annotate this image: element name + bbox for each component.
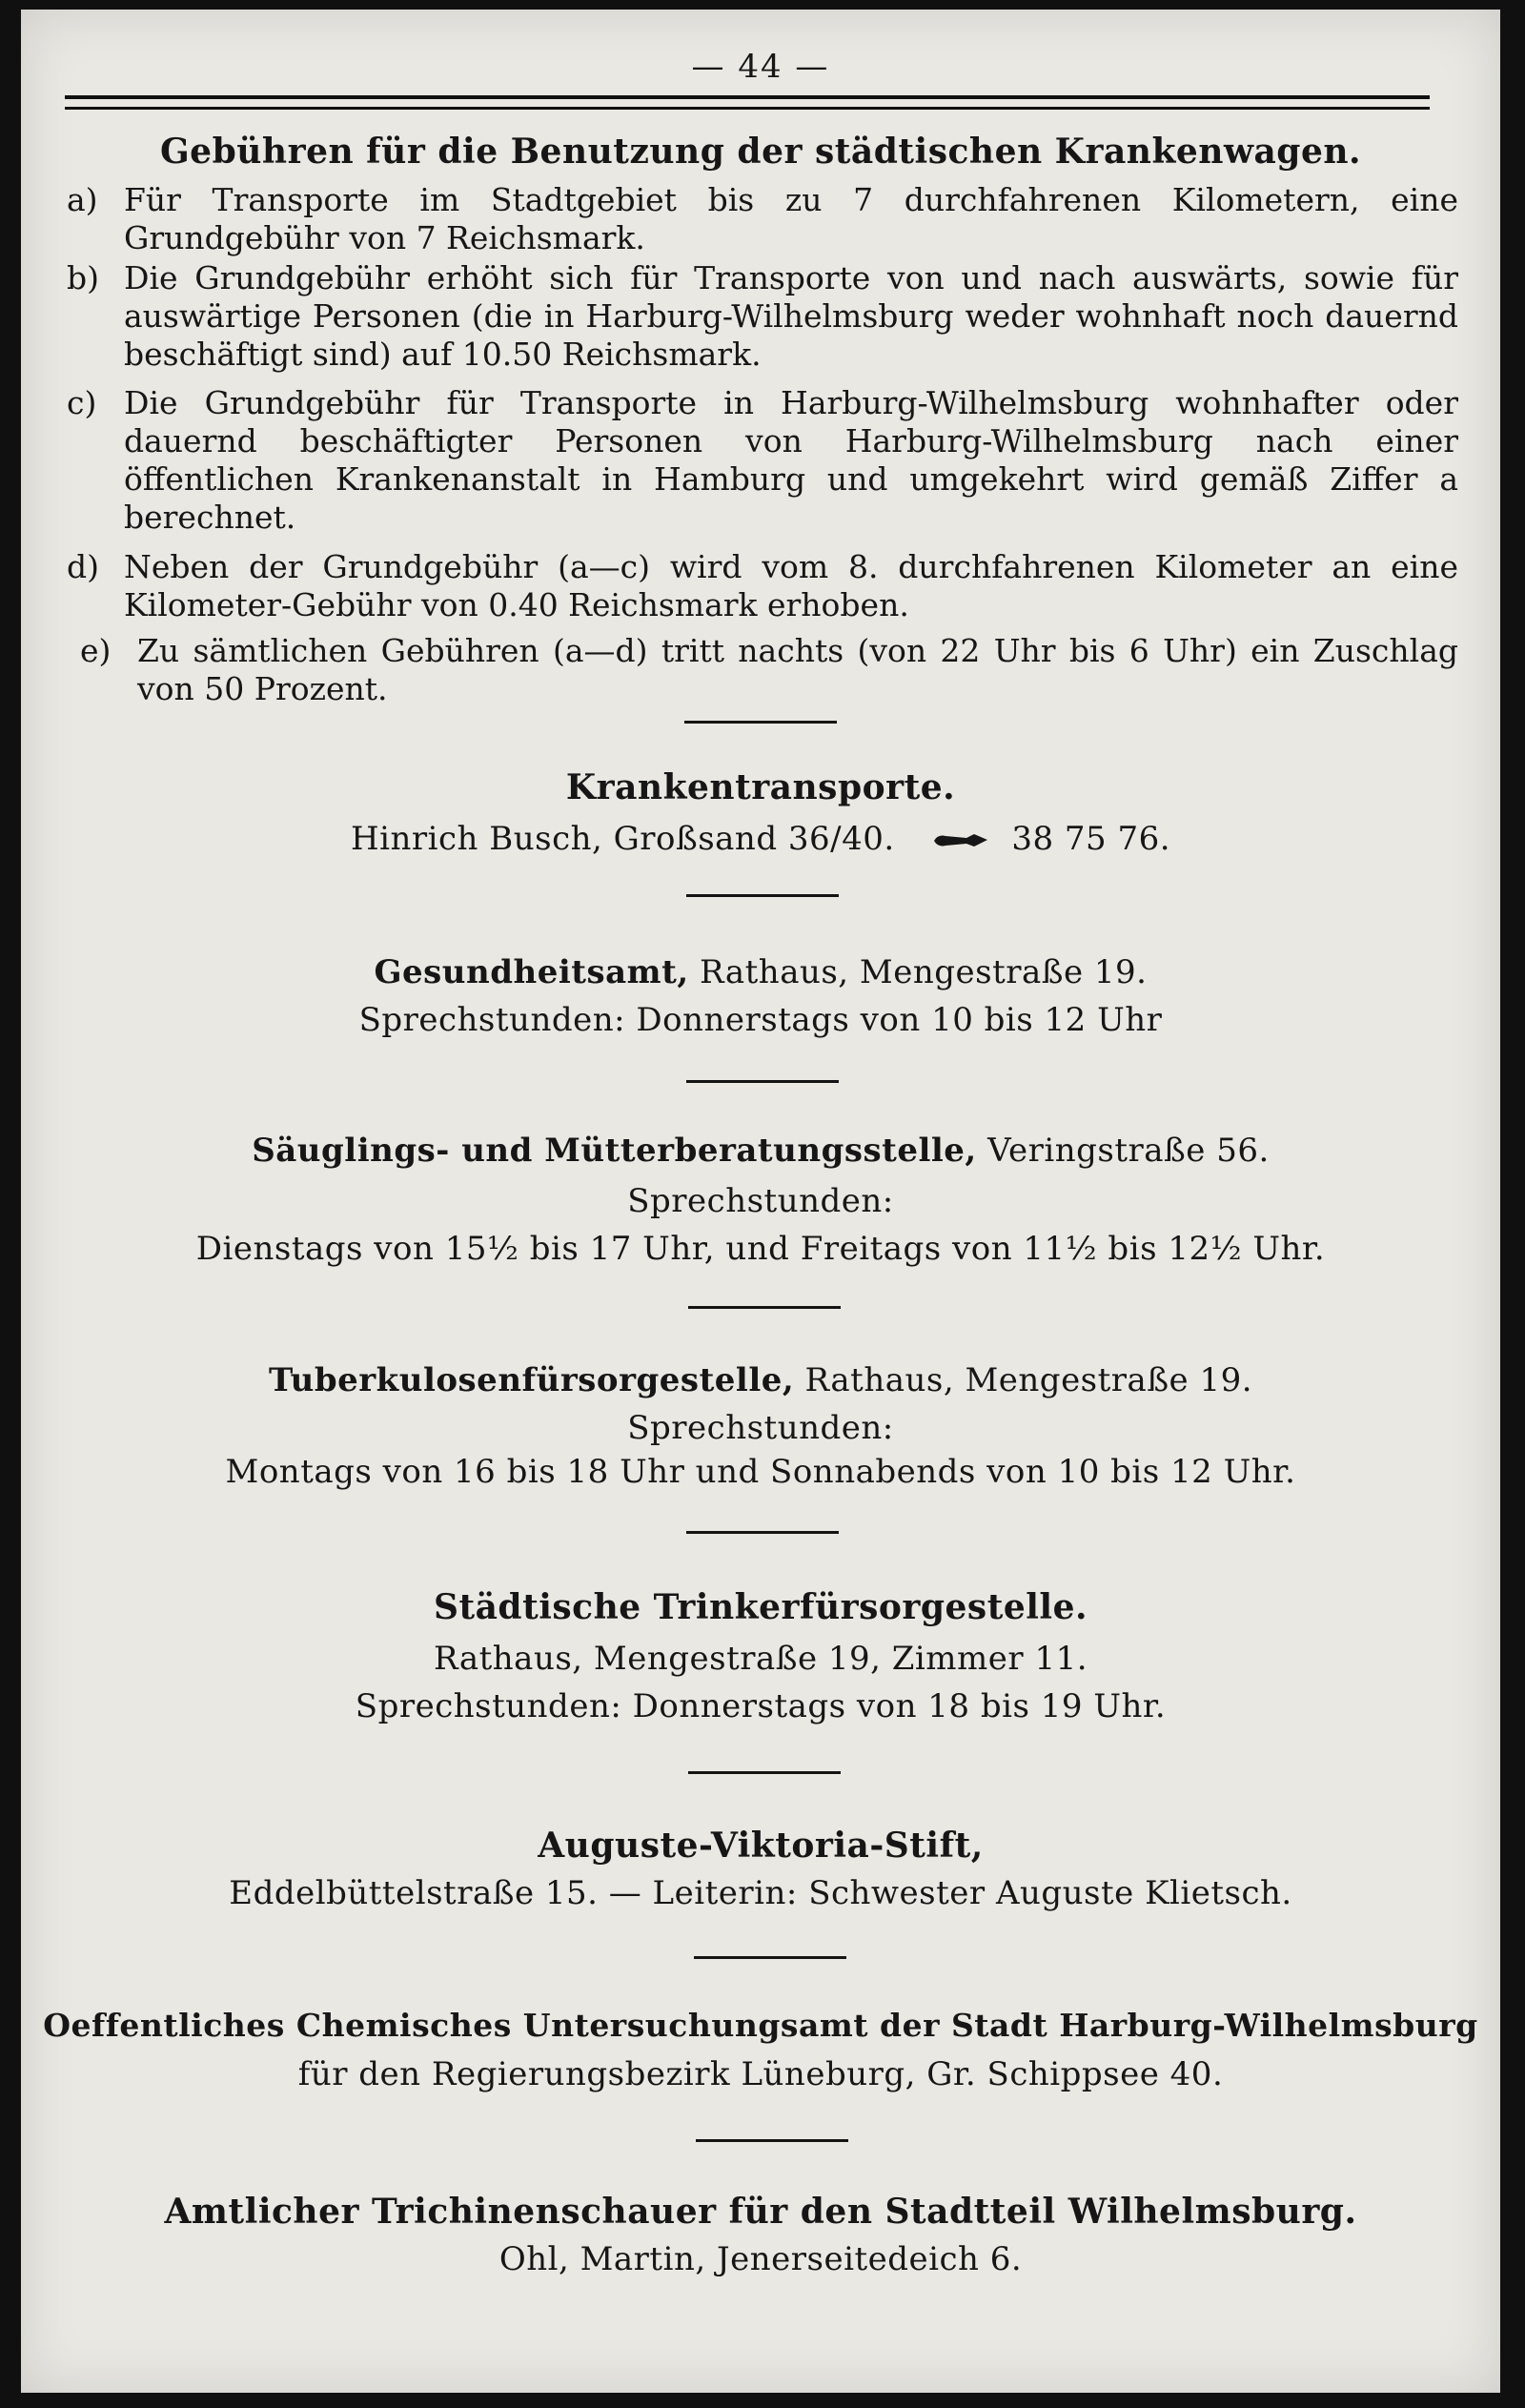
saeuglinge-hours: Dienstags von 15½ bis 17 Uhr, und Freitags von 11½ bis 12½ Uhr. (195, 1230, 1326, 1268)
gebuehren-item-c (67, 384, 1458, 537)
trichinen-title: Amtlicher Trichinenschauer für den Stadtteil Wilhelmsburg. (164, 2192, 1357, 2232)
auguste-line: Eddelbüttelstraße 15. — Leiterin: Schwester Auguste Klietsch. (229, 1874, 1292, 1912)
telephone-hand-icon (932, 832, 989, 849)
section-separator (694, 1956, 846, 1959)
krankentransporte-address: Hinrich Busch, Großsand 36/40. (350, 820, 895, 858)
document-page (21, 10, 1500, 2393)
gebuehren-title: Gebühren für die Benutzung der städtischen Krankenwagen. (159, 132, 1362, 172)
gesundheitsamt-line (21, 953, 1500, 991)
saeuglinge-address: Veringstraße 56. (976, 1132, 1270, 1170)
page-number: — 44 — (691, 48, 830, 86)
header-double-rule (65, 95, 1430, 110)
item-label: e) (80, 632, 112, 669)
item-text: Für Transporte im Stadtgebiet bis zu 7 durchfahrenen Kilometern, eine Grundgebühr von 7 Reichsmark. (124, 181, 1458, 256)
tuberkulose-hours: Montags von 16 bis 18 Uhr und Sonnabends von 10 bis 12 Uhr. (225, 1453, 1296, 1491)
item-label: b) (67, 259, 99, 296)
trinker-title: Städtische Trinkerfürsorgestelle. (433, 1587, 1088, 1627)
tuberkulose-address: Rathaus, Mengestraße 19. (794, 1361, 1253, 1399)
section-separator (686, 894, 839, 897)
auguste-title: Auguste-Viktoria-Stift, (538, 1826, 984, 1866)
gebuehren-item-b (67, 259, 1458, 374)
section-separator (688, 1306, 841, 1309)
item-text: Neben der Grundgebühr (a—c) wird vom 8. durchfahrenen Kilometer an eine Kilometer-Gebühr von 0.40 Reichsmark erhoben. (124, 548, 1458, 623)
krankentransporte-line (21, 820, 1500, 858)
section-separator (686, 1531, 839, 1534)
gesundheitsamt-hours: Sprechstunden: Donnerstags von 10 bis 12 Uhr (358, 1001, 1163, 1039)
section-separator (696, 2139, 848, 2142)
section-separator (684, 721, 837, 724)
item-text: Zu sämtlichen Gebühren (a—d) tritt nachts (von 22 Uhr bis 6 Uhr) ein Zuschlag von 50 Prozent. (137, 632, 1458, 707)
item-text: Die Grundgebühr für Transporte in Harburg-Wilhelmsburg wohnhafter oder dauernd beschäftigter Personen von Harburg-Wilhelmsburg nach einer öffentlichen Krankenanstalt in Hamburg und umgekehrt wird gemäß Ziffer a berechnet. (124, 384, 1458, 536)
trinker-hours: Sprechstunden: Donnerstags von 18 bis 19 Uhr. (355, 1687, 1167, 1725)
saeuglinge-line (21, 1132, 1500, 1170)
item-label: d) (67, 548, 99, 585)
trichinen-line: Ohl, Martin, Jenerseitedeich 6. (498, 2240, 1023, 2278)
gebuehren-item-a (67, 181, 1458, 257)
tuberkulose-line (21, 1361, 1500, 1399)
gebuehren-item-d (67, 548, 1458, 624)
item-label: c) (67, 384, 97, 421)
tuberkulose-name: Tuberkulosenfürsorgestelle, (268, 1361, 795, 1399)
saeuglinge-hours-label: Sprechstunden: (627, 1182, 894, 1220)
gesundheitsamt-address: Rathaus, Mengestraße 19. (688, 953, 1148, 991)
section-separator (688, 1771, 841, 1774)
trinker-address: Rathaus, Mengestraße 19, Zimmer 11. (433, 1640, 1088, 1678)
saeuglinge-name: Säuglings- und Mütterberatungsstelle, (252, 1132, 977, 1170)
chemisch-title: Oeffentliches Chemisches Untersuchungsamt der Stadt Harburg-Wilhelmsburg (43, 2007, 1478, 2044)
item-text: Die Grundgebühr erhöht sich für Transporte von und nach auswärts, sowie für auswärtige Personen (die in Harburg-Wilhelmsburg weder wohnhaft noch dauernd beschäftigt sind) auf 10.50 Reichsmark. (124, 259, 1458, 373)
gebuehren-item-e (80, 632, 1458, 708)
chemisch-line: für den Regierungsbezirk Lüneburg, Gr. Schippsee 40. (297, 2055, 1224, 2093)
krankentransporte-phone: 38 75 76. (1011, 820, 1171, 858)
section-separator (686, 1080, 839, 1083)
tuberkulose-hours-label: Sprechstunden: (627, 1409, 894, 1447)
gesundheitsamt-name: Gesundheitsamt, (374, 953, 689, 991)
item-label: a) (67, 181, 98, 218)
krankentransporte-title: Krankentransporte. (565, 767, 956, 807)
